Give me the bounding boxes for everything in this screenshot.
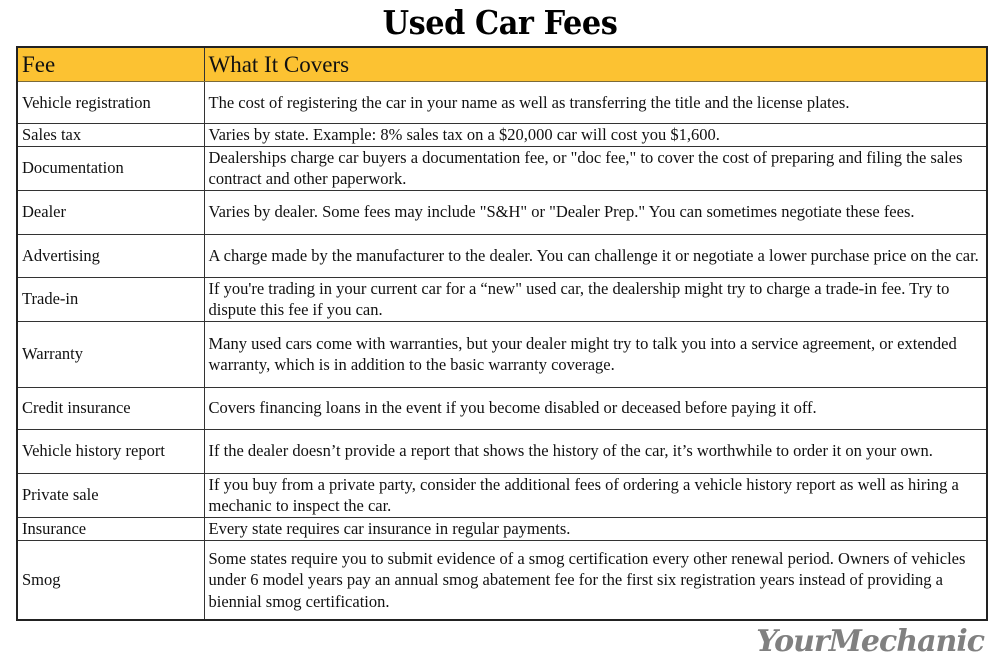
table-row — [17, 517, 987, 540]
covers-cell: Varies by state. Example: 8% sales tax on a $20,000 car will cost you $1,600. — [204, 124, 987, 147]
fee-cell: Credit insurance — [17, 387, 204, 429]
fee-cell: Advertising — [17, 234, 204, 277]
covers-cell: Some states require you to submit evidence of a smog certification every other renewal period. Owners of vehicles under 6 model years pay an annual smog abatement fee for the first six registration years instead of providing a biennial smog certification. — [204, 540, 987, 620]
covers-cell: Covers financing loans in the event if you become disabled or deceased before paying it off. — [204, 387, 987, 429]
fee-cell: Vehicle history report — [17, 429, 204, 473]
covers-cell: Varies by dealer. Some fees may include "S&H" or "Dealer Prep." You can sometimes negotiate these fees. — [204, 190, 987, 234]
table-row — [17, 540, 987, 620]
fee-cell: Smog — [17, 540, 204, 620]
covers-cell: Every state requires car insurance in regular payments. — [204, 517, 987, 540]
column-header-fee: Fee — [17, 47, 204, 82]
covers-cell: The cost of registering the car in your name as well as transferring the title and the license plates. — [204, 82, 987, 124]
fee-cell: Sales tax — [17, 124, 204, 147]
fee-cell: Trade-in — [17, 277, 204, 321]
table-row — [17, 429, 987, 473]
covers-cell: If you buy from a private party, consider the additional fees of ordering a vehicle history report as well as hiring a mechanic to inspect the car. — [204, 473, 987, 517]
yourmechanic-logo: YourMechanic — [756, 624, 984, 659]
fee-cell: Warranty — [17, 321, 204, 387]
covers-cell: If you're trading in your current car for a “new" used car, the dealership might try to charge a trade-in fee. Try to dispute this fee if you can. — [204, 277, 987, 321]
table-row — [17, 146, 987, 190]
covers-cell: If the dealer doesn’t provide a report that shows the history of the car, it’s worthwhile to order it on your own. — [204, 429, 987, 473]
fee-cell: Private sale — [17, 473, 204, 517]
table-row — [17, 473, 987, 517]
fee-cell: Dealer — [17, 190, 204, 234]
table-row — [17, 124, 987, 147]
column-header-covers: What It Covers — [204, 47, 987, 82]
fee-cell: Insurance — [17, 517, 204, 540]
table-header-row — [17, 47, 987, 82]
fees-table — [16, 46, 988, 621]
table-row — [17, 234, 987, 277]
covers-cell: Many used cars come with warranties, but your dealer might try to talk you into a service agreement, or extended warranty, which is in addition to the basic warranty coverage. — [204, 321, 987, 387]
covers-cell: A charge made by the manufacturer to the dealer. You can challenge it or negotiate a lower purchase price on the car. — [204, 234, 987, 277]
table-row — [17, 387, 987, 429]
fee-cell: Vehicle registration — [17, 82, 204, 124]
page-title: Used Car Fees — [382, 3, 618, 42]
table-row — [17, 190, 987, 234]
table-row — [17, 321, 987, 387]
covers-cell: Dealerships charge car buyers a documentation fee, or "doc fee," to cover the cost of preparing and filing the sales contract and other paperwork. — [204, 146, 987, 190]
table-row — [17, 277, 987, 321]
table-row — [17, 82, 987, 124]
fee-cell: Documentation — [17, 146, 204, 190]
